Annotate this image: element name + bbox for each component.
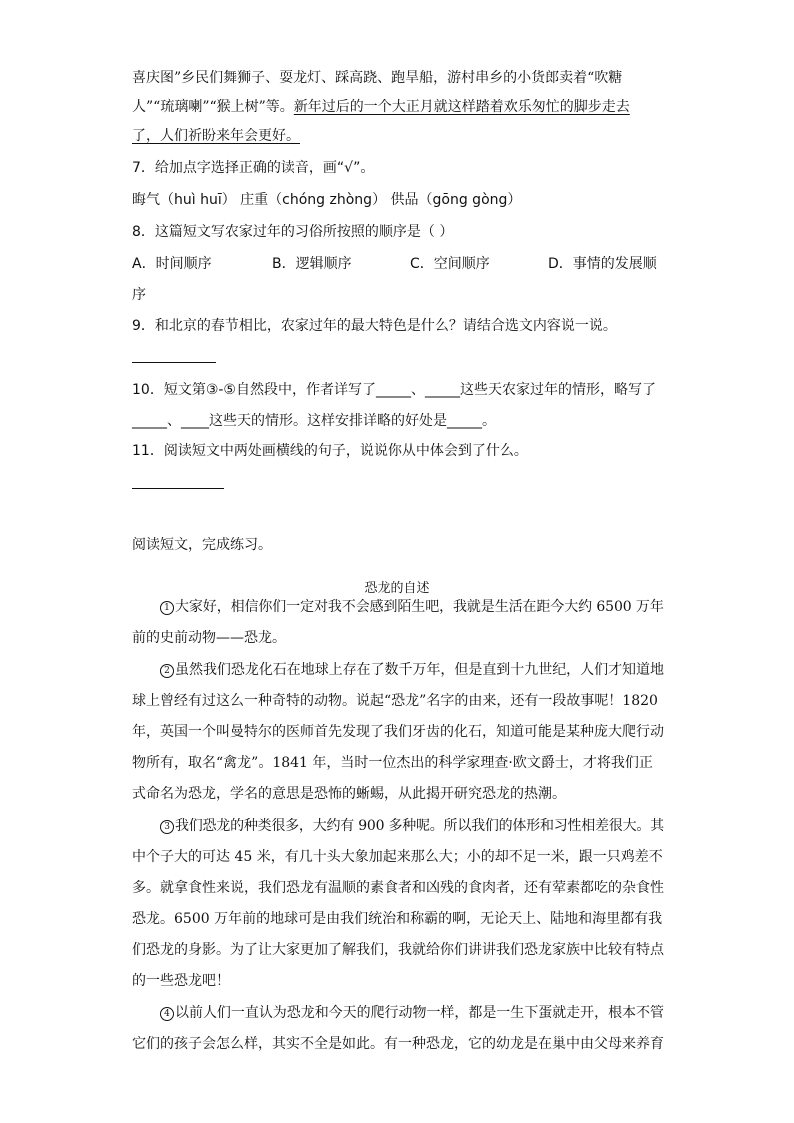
underlined-sentence: 新年过后的一个大正月就这样踏着欢乐匆忙的脚步走去 (293, 99, 630, 115)
question-7: 7．给加点字选择正确的读音，画“√”。 (132, 160, 375, 176)
question-8-option-d-cont: 序 (132, 287, 146, 303)
question-9: 9．和北京的春节相比，农家过年的最大特色是什么？请结合选文内容说一说。 (132, 318, 617, 334)
passage-title: 恐龙的自述 (364, 581, 430, 596)
paragraph-3-line4: 恐龙。6500 万年前的地球可是由我们统治和称霸的啊，无论天上、陆地和海里都有我 (132, 911, 663, 927)
question-8-option-a: A．时间顺序 (132, 256, 212, 272)
paragraph-2-line1 (159, 660, 664, 680)
paragraph-2-line5: 式命名为恐龙，学名的意思是恐怖的蜥蜴，从此揭开研究恐龙的热潮。 (132, 786, 566, 802)
question-8-option-d: D．事情的发展顺 (548, 256, 657, 272)
question-8-option-b: B．逻辑顺序 (272, 256, 352, 272)
paragraph-4-text: 以前人们一直认为恐龙和今天的爬行动物一样，都是一生下蛋就走开，根本不管 (175, 1005, 664, 1021)
paragraph-2-line4: 物所有，取名“禽龙”。1841 年，当时一位杰出的科学家理查·欧文爵士，才将我们正 (132, 755, 653, 771)
paragraph-1-line2: 前的史前动物——恐龙。 (132, 630, 286, 646)
question-8: 8．这篇短文写农家过年的习俗所按照的顺序是（ ） (132, 224, 454, 240)
paragraph-3-text: 我们恐龙的种类很多，大约有 900 多种呢。所以我们的体形和习性相差很大。其 (175, 818, 664, 834)
passage1-line2 (132, 97, 630, 117)
paragraph-3-line2: 中个子大的可达 45 米，有几十头大象加起来那么大；小的却不足一米，跟一只鸡差不 (132, 849, 663, 865)
question-10-line1: 10．短文第③-⑤自然段中，作者详写了_____、_____这些天农家过年的情形，略写了 (132, 382, 656, 398)
answer-line-q9[interactable] (132, 362, 216, 363)
paragraph-4-line2: 它们的孩子会怎么样，其实不全是如此。有一种恐龙，它的幼龙是在巢中由父母来养育 (132, 1036, 664, 1052)
paragraph-1-line1 (159, 597, 664, 617)
paragraph-number: 1 (160, 601, 174, 615)
passage1-line1: 喜庆图”乡民们舞狮子、耍龙灯、踩高跷、跑旱船，游村串乡的小货郎卖着“吹糖 (132, 70, 623, 86)
passage1-line3-underlined: 了，人们祈盼来年会更好。 (132, 128, 300, 144)
paragraph-1-text: 大家好，相信你们一定对我不会感到陌生吧，我就是生活在距今大约 6500 万年 (175, 599, 664, 615)
answer-line-q11[interactable] (132, 488, 224, 489)
paragraph-2-line2: 球上曾经有过这么一种奇特的动物。说起“恐龙”名字的由来，还有一段故事呢！1820 (132, 693, 658, 709)
paragraph-2-line3: 年，英国一个叫曼特尔的医师首先发现了我们牙齿的化石，知道可能是某种庞大爬行动 (132, 724, 664, 740)
paragraph-3-line1 (159, 816, 664, 836)
question-11: 11．阅读短文中两处画横线的句子，说说你从中体会到了什么。 (132, 443, 528, 459)
paragraph-3-line6: 的一些恐龙吧！ (132, 973, 230, 989)
paragraph-4-line1 (159, 1003, 664, 1023)
question-8-option-c: C．空间顺序 (410, 256, 490, 272)
paragraph-number: 3 (160, 820, 174, 834)
paragraph-number: 4 (160, 1007, 174, 1021)
passage1-line2-plain: 人”“琉璃喇”“猴上树”等。 (132, 99, 294, 115)
paragraph-3-line5: 们恐龙的身影。为了让大家更加了解我们，我就给你们讲讲我们恐龙家族中比较有特点 (132, 942, 664, 958)
paragraph-number: 2 (160, 664, 174, 678)
reading-instruction: 阅读短文，完成练习。 (132, 537, 272, 553)
paragraph-3-line3: 多。就拿食性来说，我们恐龙有温顺的素食者和凶残的食肉者，还有荤素都吃的杂食性 (132, 880, 664, 896)
question-7-options: 晦气（huì huī） 庄重（chóng zhòng） 供品（gōng gòng） (132, 192, 522, 208)
paragraph-2-text: 虽然我们恐龙化石在地球上存在了数千万年，但是直到十九世纪，人们才知道地 (175, 662, 664, 678)
question-10-line2: _____、____这些天的情形。这样安排详略的好处是_____。 (132, 413, 496, 429)
